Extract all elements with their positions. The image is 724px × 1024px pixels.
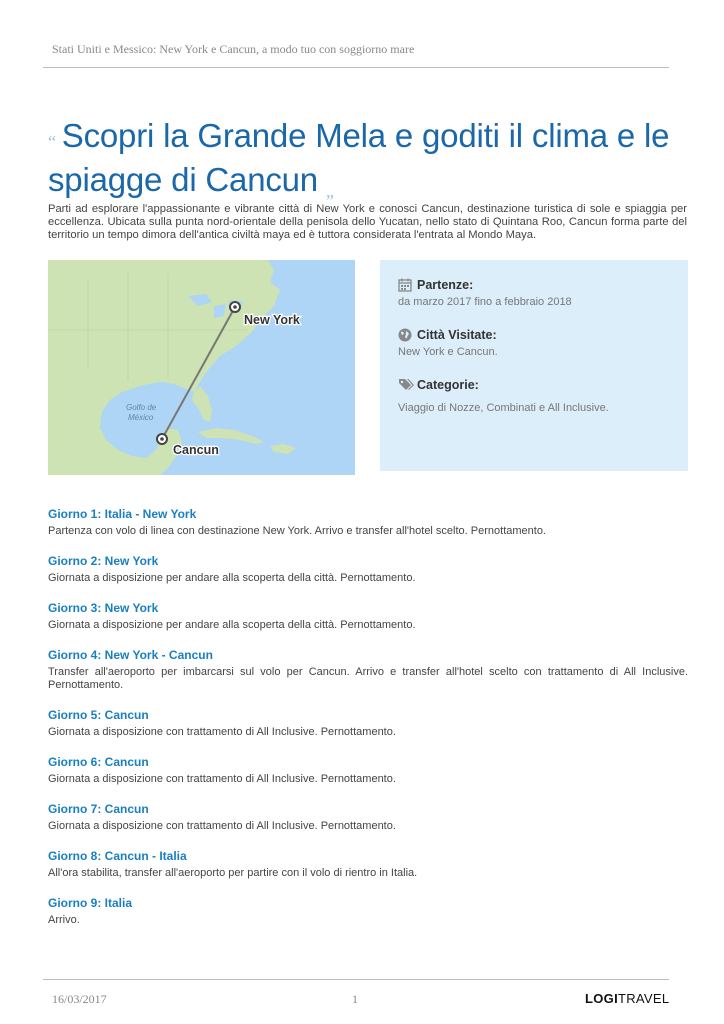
day-description: Giornata a disposizione con trattamento di All Inclusive. Pernottamento. [48,726,396,738]
page-header: Stati Uniti e Messico: New York e Cancun, a modo tuo con soggiorno mare [52,42,415,56]
day-description: Partenza con volo di linea con destinazione New York. Arrivo e transfer all'hotel scelto. Pernottamento. [48,525,546,537]
day-title: Giorno 2: New York [48,554,159,568]
open-quote-icon: “ [48,132,56,153]
itinerary-day [48,755,688,786]
itinerary-day [48,849,688,880]
logo-light-part: TRAVEL [617,991,670,1006]
itinerary-day [48,601,688,632]
footer-date: 16/03/2017 [52,992,107,1006]
day-description: All'ora stabilita, transfer all'aeroporto per partire con il volo di rientro in Italia. [48,867,418,879]
route-map-svg [48,260,355,475]
header-divider [43,67,669,68]
itinerary-day [48,708,688,739]
globe-icon [398,328,412,342]
calendar-icon [398,278,412,292]
itinerary-day [48,802,688,833]
itinerary-day [48,896,688,927]
page-number: 1 [352,992,358,1006]
cities-label: Città Visitate: [417,328,497,342]
day-description: Giornata a disposizione per andare alla scoperta della città. Pernottamento. [48,619,416,631]
day-description: Transfer all'aeroporto per imbarcarsi sul volo per Cancun. Arrivo e transfer all'hotel scelto con trattamento di All Inclusive. Pernottamento. [48,666,688,691]
categories-value: Viaggio di Nozze, Combinati e All Inclusive. [398,402,609,414]
day-title: Giorno 6: Cancun [48,755,149,769]
map-label-gulf-1: Golfo de [126,403,157,412]
departures-label: Partenze: [417,278,474,292]
day-title: Giorno 1: Italia - New York [48,507,197,521]
day-description: Giornata a disposizione per andare alla scoperta della città. Pernottamento. [48,572,416,584]
footer-divider [43,979,669,980]
day-description: Arrivo. [48,914,80,926]
categories-label: Categorie: [417,378,479,392]
day-title: Giorno 4: New York - Cancun [48,648,213,662]
tags-icon [398,378,412,392]
day-title: Giorno 5: Cancun [48,708,149,722]
cities-value: New York e Cancun. [398,346,498,358]
logo-bold-part: LOGI [585,991,618,1006]
departures-section [398,278,572,308]
departures-value: da marzo 2017 fino a febbraio 2018 [398,296,572,308]
day-title: Giorno 7: Cancun [48,802,149,816]
map-label-gulf-2: México [128,413,154,422]
day-title: Giorno 8: Cancun - Italia [48,849,187,863]
route-map [48,260,355,475]
page-title [48,115,698,204]
day-description: Giornata a disposizione con trattamento di All Inclusive. Pernottamento. [48,773,396,785]
map-label-cancun: Cancun [173,443,219,457]
intro-paragraph: Parti ad esplorare l'appassionante e vibrante città di New York e conosci Cancun, destinazione turistica di sole e spiaggia per eccellenza. Ubicata sulla punta nord-orientale della penisola dello Yucatan, nello stato di Quintana Roo, Cancun forma parte del territorio un tempo dimora dell'antica civiltà maya ed è tuttora considerata l'entrata al Mondo Maya. [48,203,687,241]
itinerary-day [48,648,688,692]
trip-info-box [380,260,688,471]
title-text: Scopri la Grande Mela e goditi il clima e le spiagge di Cancun [48,117,670,199]
logitravel-logo [585,991,669,1006]
day-title: Giorno 3: New York [48,601,159,615]
map-label-new-york: New York [244,313,300,327]
day-title: Giorno 9: Italia [48,896,133,910]
cities-section [398,328,498,358]
categories-section [398,378,609,414]
close-quote-icon: „ [325,180,334,201]
itinerary-day [48,507,688,538]
day-description: Giornata a disposizione con trattamento di All Inclusive. Pernottamento. [48,820,396,832]
itinerary-day [48,554,688,585]
